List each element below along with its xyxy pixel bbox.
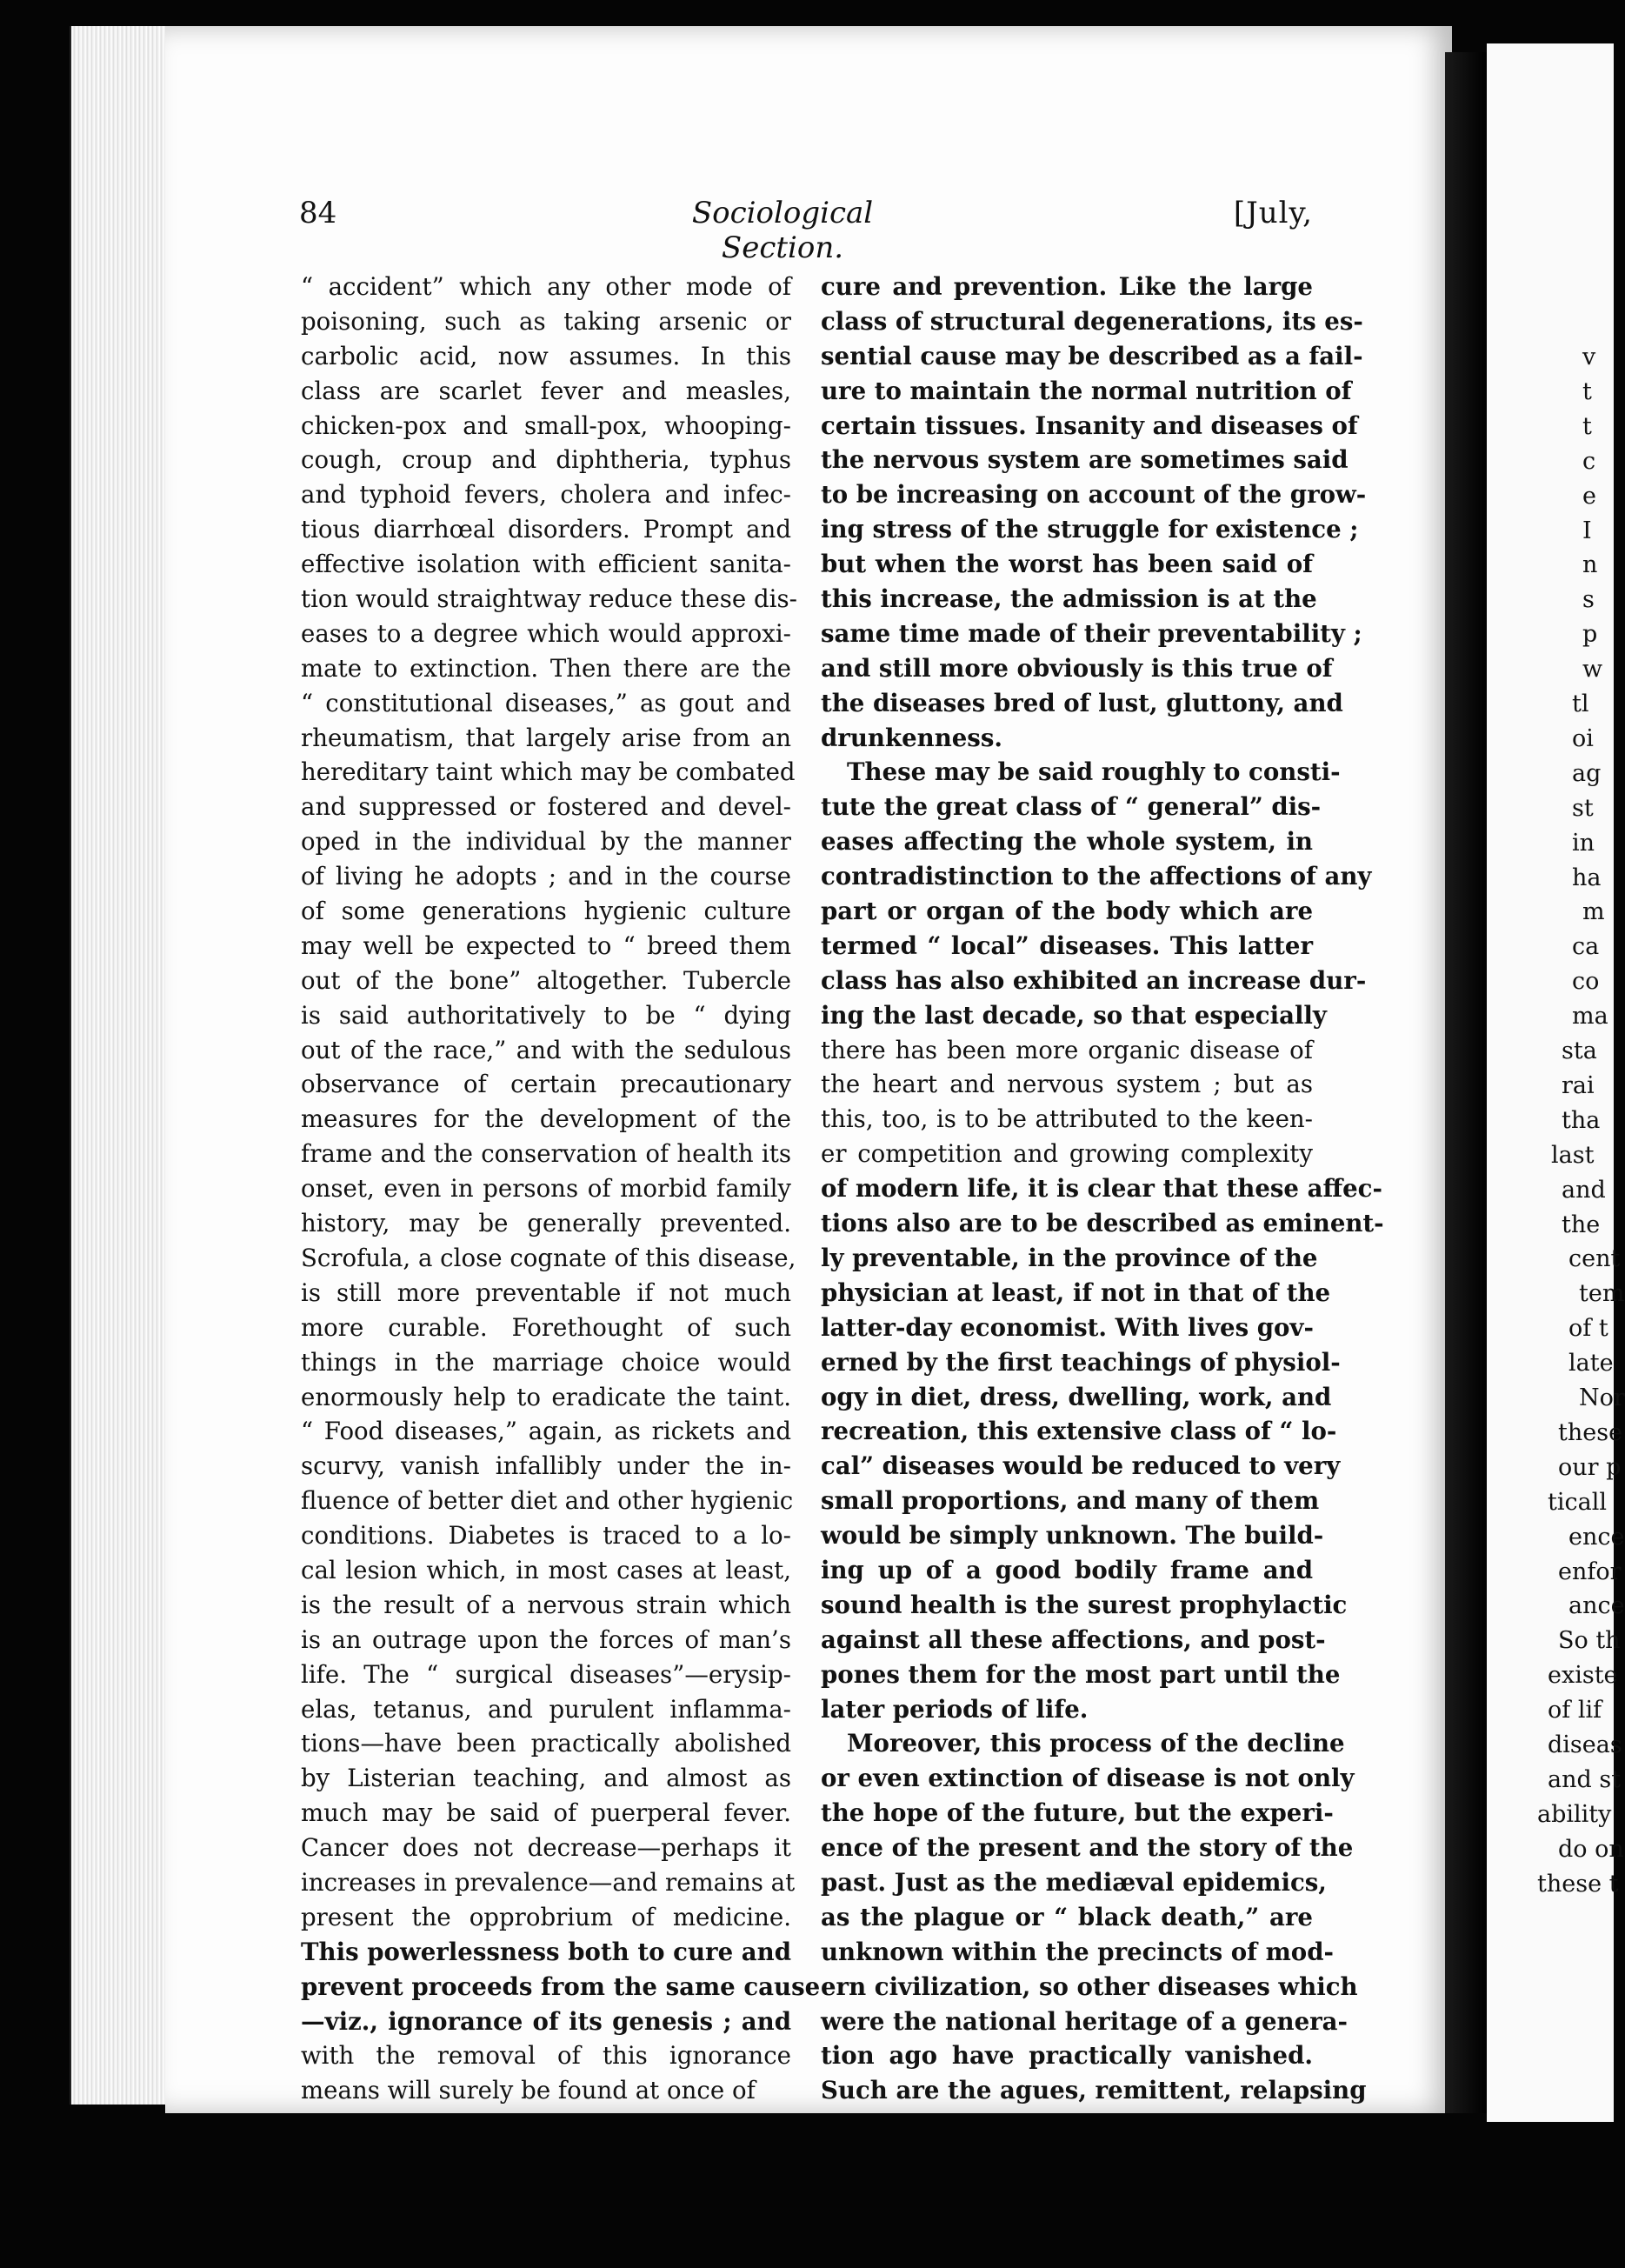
facing-page-text-fragment: of t — [1568, 1315, 1608, 1343]
text-line: measures for the development of the — [301, 1104, 791, 1134]
facing-page-text-fragment: tl — [1572, 690, 1589, 717]
facing-page-text-fragment: and — [1562, 1176, 1606, 1204]
text-line: er competition and growing complexity — [821, 1139, 1313, 1169]
text-line: part or organ of the body which are — [821, 897, 1313, 926]
text-line: present the opprobrium of medicine. — [301, 1902, 791, 1931]
text-line: prevent proceeds from the same cause — [301, 1971, 821, 2001]
text-line: —viz., ignorance of its genesis ; and — [301, 2006, 791, 2036]
text-line: the hope of the future, but the experi- — [821, 1798, 1334, 1828]
text-line: small proportions, and many of them — [821, 1486, 1320, 1516]
text-line: fluence of better diet and other hygienic — [301, 1486, 794, 1516]
text-line: the heart and nervous system ; but as — [821, 1070, 1313, 1099]
text-line: oped in the individual by the manner — [301, 827, 791, 857]
facing-page-text-fragment: in — [1572, 829, 1595, 857]
text-line: is still more preventable if not much — [301, 1277, 791, 1307]
text-line: physician at least, if not in that of the — [821, 1277, 1331, 1307]
text-line: this, too, is to be attributed to the keen- — [821, 1104, 1313, 1134]
page-stack-edge — [70, 26, 169, 2105]
text-line: elas, tetanus, and purulent inflamma- — [301, 1694, 791, 1724]
text-line: class has also exhibited an increase dur- — [821, 965, 1367, 995]
facing-page-text-fragment: m — [1582, 898, 1605, 926]
text-line: Scrofula, a close cognate of this disease, — [301, 1243, 796, 1272]
facing-page-text-fragment: do on — [1558, 1835, 1624, 1863]
facing-page-text-fragment: t — [1582, 377, 1592, 405]
facing-page-text-fragment: ence — [1568, 1523, 1625, 1551]
text-line: This powerlessness both to cure and — [301, 1937, 791, 1966]
facing-page-text-fragment: diseas — [1548, 1731, 1622, 1758]
facing-page-text-fragment: enfor — [1558, 1558, 1622, 1585]
facing-page-text-fragment: the — [1562, 1211, 1601, 1238]
facing-page-text-fragment: sta — [1562, 1037, 1597, 1064]
text-line: of some generations hygienic culture — [301, 897, 791, 926]
text-line: Moreover, this process of the decline — [847, 1729, 1345, 1758]
facing-page-text-fragment: e — [1582, 482, 1596, 510]
facing-page-text-fragment: these — [1558, 1418, 1623, 1446]
text-line: tion would straightway reduce these dis- — [301, 584, 797, 614]
facing-page-text-fragment: our p — [1558, 1453, 1622, 1481]
text-line: tion ago have practically vanished. — [821, 2041, 1313, 2071]
text-line: class are scarlet fever and measles, — [301, 376, 791, 405]
text-line: the diseases bred of lust, gluttony, and — [821, 688, 1343, 717]
right-text-column — [821, 270, 1384, 2108]
text-line: class of structural degenerations, its es- — [821, 306, 1363, 336]
text-line: same time made of their preventability ; — [821, 618, 1362, 648]
text-line: latter-day economist. With lives gov- — [821, 1312, 1314, 1342]
text-line: “ accident” which any other mode of — [301, 272, 791, 301]
text-line: poisoning, such as taking arsenic or — [301, 306, 791, 336]
text-line: is an outrage upon the forces of man’s — [301, 1624, 791, 1654]
text-line: mate to extinction. Then there are the — [301, 653, 791, 683]
text-line: tions—have been practically abolished — [301, 1729, 791, 1758]
text-line: but when the worst has been said of — [821, 550, 1313, 579]
text-line: drunkenness. — [821, 723, 1002, 752]
facing-page-text-fragment: these t — [1537, 1870, 1619, 1898]
text-line: of modern life, it is clear that these affec- — [821, 1174, 1382, 1204]
text-line: contradistinction to the affections of any — [821, 862, 1372, 891]
left-text-column — [301, 270, 821, 2108]
facing-page-text-fragment: n — [1582, 551, 1598, 579]
text-line: to be increasing on account of the grow- — [821, 480, 1367, 510]
text-line: and typhoid fevers, cholera and infec- — [301, 480, 791, 510]
text-line: ogy in diet, dress, dwelling, work, and — [821, 1382, 1332, 1411]
text-line: certain tissues. Insanity and diseases of — [821, 410, 1358, 440]
facing-page-text-fragment: and st — [1548, 1765, 1622, 1793]
facing-page-text-fragment: p — [1582, 621, 1598, 649]
text-line: later periods of life. — [821, 1694, 1089, 1724]
text-line: scurvy, vanish infallibly under the in- — [301, 1451, 791, 1481]
text-line: ing up of a good bodily frame and — [821, 1555, 1313, 1584]
page-number: 84 — [299, 196, 337, 230]
text-line: and suppressed or fostered and devel- — [301, 792, 791, 822]
facing-page-text-fragment: ticall — [1548, 1488, 1607, 1516]
facing-page-text-fragment: c — [1582, 447, 1596, 475]
text-line: would be simply unknown. The build- — [821, 1521, 1324, 1551]
text-line: much may be said of puerperal fever. — [301, 1798, 791, 1828]
text-line: observance of certain precautionary — [301, 1070, 791, 1099]
text-line: “ constitutional diseases,” as gout and — [301, 688, 791, 717]
facing-page-text-fragment: last — [1551, 1141, 1595, 1169]
text-line: ern civilization, so other diseases which — [821, 1971, 1358, 2001]
facing-page-fragment — [1487, 43, 1625, 2122]
text-line: means will surely be found at once of — [301, 2076, 756, 2105]
facing-page-text-fragment: I — [1582, 517, 1592, 544]
text-line: enormously help to eradicate the taint. — [301, 1382, 791, 1411]
facing-page-text-fragment: oi — [1572, 724, 1594, 752]
text-line: ly preventable, in the province of the — [821, 1243, 1318, 1272]
text-line: cure and prevention. Like the large — [821, 272, 1313, 301]
text-line: frame and the conservation of health its — [301, 1139, 791, 1169]
text-line: increases in prevalence—and remains at — [301, 1867, 796, 1897]
facing-page-text-fragment: of lif — [1548, 1697, 1602, 1724]
text-line: sential cause may be described as a fail- — [821, 341, 1363, 370]
text-line: eases to a degree which would approxi- — [301, 618, 791, 648]
text-line: as the plague or “ black death,” are — [821, 1902, 1313, 1931]
facing-page-text-fragment: ance — [1568, 1592, 1625, 1620]
text-line: cough, croup and diphtheria, typhus — [301, 445, 791, 475]
facing-page-text-fragment: So th — [1558, 1627, 1621, 1655]
facing-page-text-fragment: ha — [1572, 864, 1602, 891]
text-line: history, may be generally prevented. — [301, 1209, 791, 1238]
text-line: is said authoritatively to be “ dying — [301, 1000, 791, 1030]
text-line: life. The “ surgical diseases”—erysip- — [301, 1659, 791, 1689]
text-line: is the result of a nervous strain which — [301, 1590, 791, 1619]
text-line: of living he adopts ; and in the course — [301, 862, 791, 891]
text-line: this increase, the admission is at the — [821, 584, 1317, 614]
facing-page-text-fragment: cent — [1568, 1245, 1621, 1273]
text-line: carbolic acid, now assumes. In this — [301, 341, 791, 370]
text-line: past. Just as the mediæval epidemics, — [821, 1867, 1327, 1897]
text-line: things in the marriage choice would — [301, 1347, 791, 1377]
text-line: out of the race,” and with the sedulous — [301, 1035, 791, 1064]
text-line: chicken-pox and small-pox, whooping- — [301, 410, 791, 440]
text-line: ing stress of the struggle for existence ; — [821, 515, 1359, 544]
text-line: These may be said roughly to consti- — [847, 757, 1341, 787]
text-line: tious diarrhœal disorders. Prompt and — [301, 515, 791, 544]
text-line: ence of the present and the story of the — [821, 1833, 1354, 1863]
text-line: recreation, this extensive class of “ lo- — [821, 1417, 1337, 1446]
text-line: more curable. Forethought of such — [301, 1312, 791, 1342]
text-line: ing the last decade, so that especially — [821, 1000, 1327, 1030]
text-line: ure to maintain the normal nutrition of — [821, 376, 1352, 405]
facing-page-text-fragment: late — [1568, 1350, 1614, 1377]
text-line: there has been more organic disease of — [821, 1035, 1313, 1064]
text-line: “ Food diseases,” again, as rickets and — [301, 1417, 791, 1446]
month-marker: [July, — [1233, 196, 1313, 230]
facing-page-text-fragment: v — [1582, 344, 1596, 370]
text-line: pones them for the most part until the — [821, 1659, 1341, 1689]
running-head — [296, 196, 1313, 265]
text-line: may well be expected to “ breed them — [301, 931, 791, 960]
facing-page-text-fragment: rai — [1562, 1071, 1595, 1099]
facing-page-text-fragment: Nor — [1579, 1384, 1625, 1411]
text-line: onset, even in persons of morbid family — [301, 1174, 791, 1204]
text-line: unknown within the precincts of mod- — [821, 1937, 1334, 1966]
facing-page-text-fragment: w — [1582, 656, 1603, 684]
text-line: termed “ local” diseases. This latter — [821, 931, 1313, 960]
text-line: sound health is the surest prophylactic — [821, 1590, 1348, 1619]
facing-page-text-fragment: ma — [1572, 1003, 1608, 1031]
text-line: tute the great class of “ general” dis- — [821, 792, 1322, 822]
facing-page-text-fragment: s — [1582, 586, 1595, 614]
text-line: or even extinction of disease is not only — [821, 1764, 1355, 1793]
text-line: with the removal of this ignorance — [301, 2041, 791, 2071]
text-line: conditions. Diabetes is traced to a lo- — [301, 1521, 791, 1551]
facing-page-text-fragment: existe — [1548, 1662, 1618, 1690]
text-line: and still more obviously is this true of — [821, 653, 1333, 683]
facing-page-text-fragment: tem — [1579, 1280, 1625, 1308]
facing-page-text-fragment: ca — [1572, 933, 1600, 961]
text-line: the nervous system are sometimes said — [821, 445, 1349, 475]
text-line: hereditary taint which may be combated — [301, 757, 796, 787]
text-line: Such are the agues, remittent, relapsing — [821, 2076, 1367, 2105]
text-line: Cancer does not decrease—perhaps it — [301, 1833, 791, 1863]
text-line: against all these affections, and post- — [821, 1624, 1326, 1654]
text-line: eases affecting the whole system, in — [821, 827, 1313, 857]
text-line: tions also are to be described as eminent- — [821, 1209, 1384, 1238]
book-gutter — [1445, 52, 1487, 2113]
text-line: were the national heritage of a genera- — [821, 2006, 1349, 2036]
text-line: effective isolation with efficient sanita- — [301, 550, 791, 579]
text-line: rheumatism, that largely arise from an — [301, 723, 791, 752]
text-line: by Listerian teaching, and almost as — [301, 1764, 791, 1793]
facing-page-text-fragment: st — [1572, 794, 1594, 822]
facing-page-text-fragment: ag — [1572, 759, 1602, 787]
section-title: Sociological Section. — [691, 196, 874, 265]
text-line: cal lesion which, in most cases at least, — [301, 1555, 791, 1584]
facing-page-text-fragment: tha — [1562, 1106, 1601, 1134]
text-line: erned by the first teachings of physiol- — [821, 1347, 1341, 1377]
facing-page-text-fragment: co — [1572, 968, 1600, 996]
facing-page-text-fragment: ability — [1537, 1800, 1612, 1828]
text-line: out of the bone” altogether. Tubercle — [301, 965, 791, 995]
facing-page-text-fragment: t — [1582, 412, 1592, 440]
text-line: cal” diseases would be reduced to very — [821, 1451, 1341, 1481]
